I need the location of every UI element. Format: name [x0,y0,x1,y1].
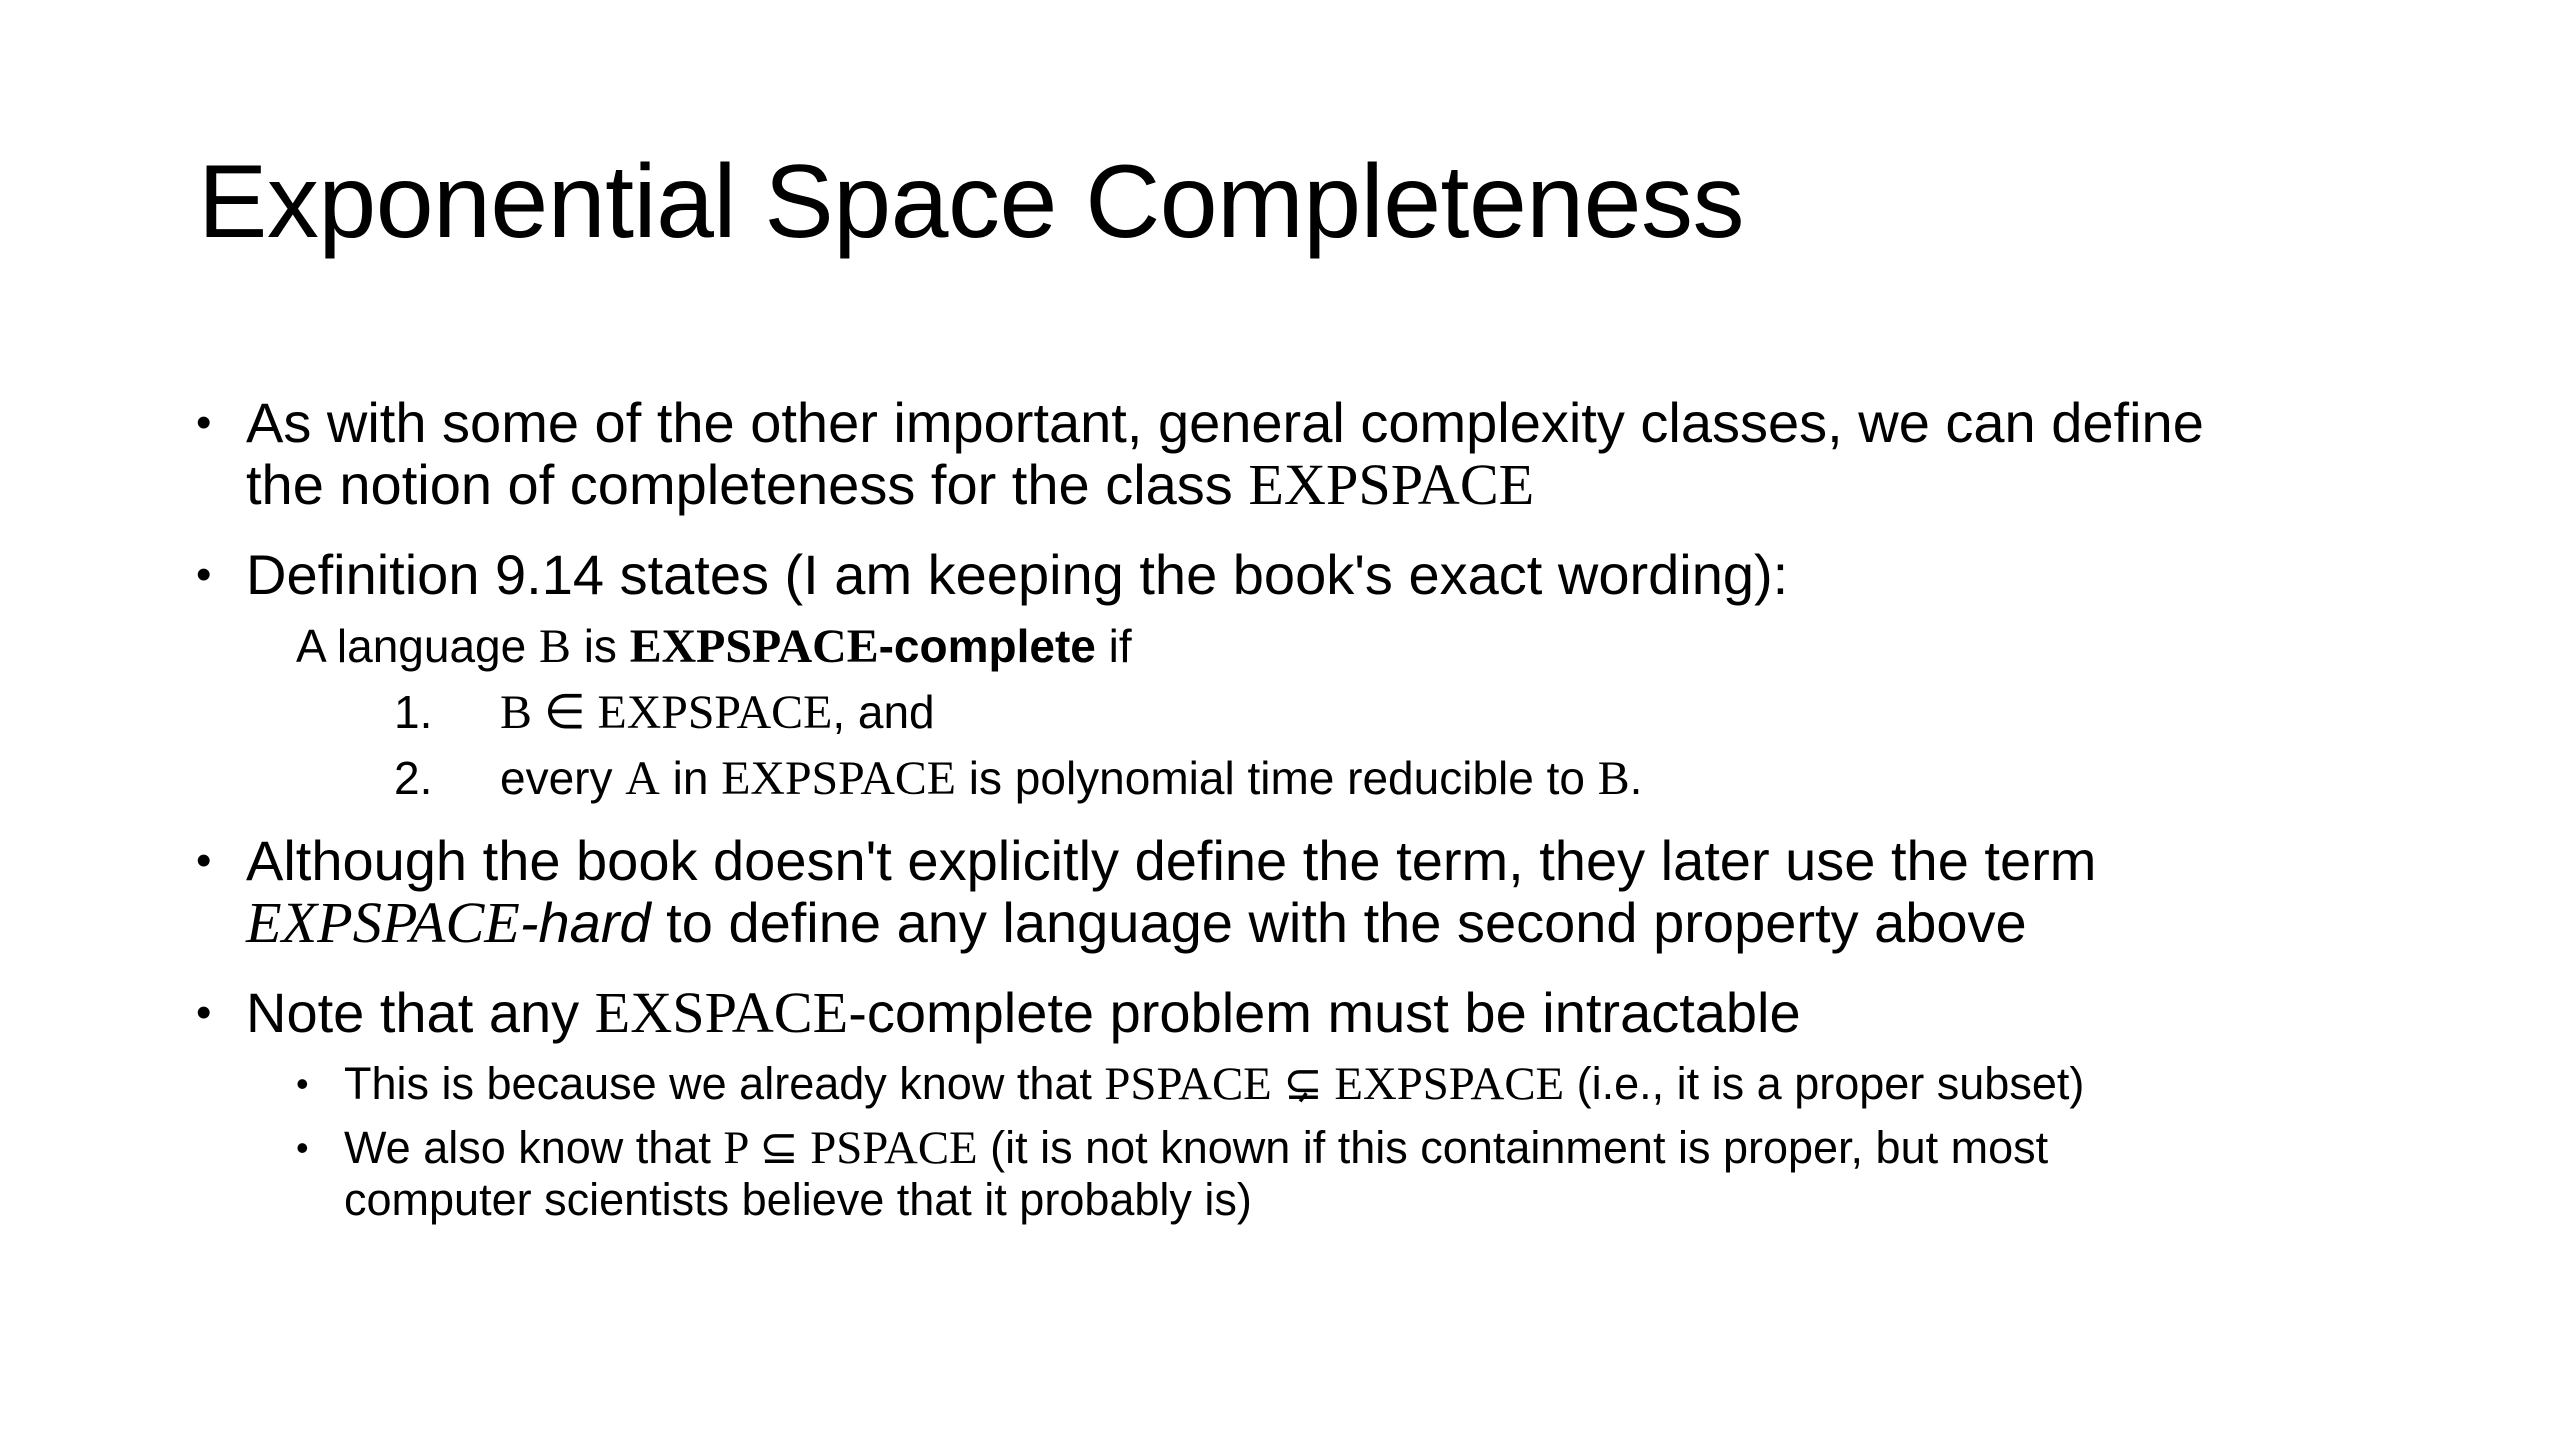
sub-bullet-text [344,1122,2048,1226]
bullet-line [246,454,2204,516]
bullet-line: Although the book doesn't explicitly define the term, they later use the term [246,829,2097,892]
math-b-in-expspace: B ∈ EXPSPACE [500,686,833,739]
bullet-dot: • [196,836,212,885]
math-var-b: B [539,620,571,673]
math-pspace-subsetneq-expspace: PSPACE ⊊ EXPSPACE [1104,1058,1565,1110]
bullet-line [246,892,2096,954]
math-expspace: EXPSPACE [629,620,879,673]
bullet-line: As with some of the other important, general complexity classes, we can define [246,391,2204,454]
bullet-dot: • [196,398,212,447]
sub-bullet-line [344,1122,2048,1174]
item-text [500,684,935,741]
math-var-a: A [625,752,660,805]
def-text: is [570,620,630,672]
sub-text-segment: We also know that [344,1122,724,1173]
def-text: A language [296,620,540,672]
expspace-hard-term [246,891,651,954]
item-number: 1. [394,686,433,738]
bullet-dot: • [196,550,212,599]
bullet-text [246,392,2204,516]
math-expspace: EXPSPACE [1248,452,1535,517]
math-p-subseteq-pspace: P ⊆ PSPACE [723,1122,978,1174]
hard-suffix: -hard [519,891,651,954]
math-expspace: EXPSPACE [246,890,520,955]
item-suffix: . [1629,752,1643,804]
definition-intro [296,618,1132,675]
bullet-text-segment: the notion of completeness for the class [246,453,1249,516]
sub-bullet-dot: • [296,1127,309,1168]
sub-bullet-line: computer scientists believe that it probably is) [344,1174,1252,1225]
bullet-text [246,830,2096,954]
sub-text-segment: (it is not known if this containment is proper, but most [977,1122,2049,1173]
sub-text-segment: (i.e., it is a proper subset) [1564,1058,2085,1109]
item-text [500,750,1642,807]
bullet-text [246,982,1801,1044]
sub-bullet-dot: • [296,1063,309,1104]
bullet-text-segment: -complete problem must be intractable [848,981,1801,1044]
math-exspace: EXSPACE [594,980,849,1045]
item-suffix: , and [832,686,935,738]
sub-text-segment: This is because we already know that [344,1058,1105,1109]
slide-title: Exponential Space Completeness [198,144,1744,260]
bullet-text: Definition 9.14 states (I am keeping the book's exact wording): [246,543,1789,606]
bullet-text-segment: Note that any [246,981,595,1044]
def-text: if [1095,620,1132,672]
item-mid: is polynomial time reducible to [956,752,1598,804]
math-expspace: EXPSPACE [721,752,957,805]
definition-term [630,620,1096,672]
sub-bullet-text [344,1058,2084,1110]
def-term-suffix: -complete [878,620,1096,672]
item-number: 2. [394,752,433,804]
item-prefix: every [500,752,626,804]
bullet-text-segment: to define any language with the second property above [650,891,2027,954]
item-mid: in [659,752,722,804]
math-var-b: B [1597,752,1630,805]
bullet-dot: • [196,988,212,1037]
